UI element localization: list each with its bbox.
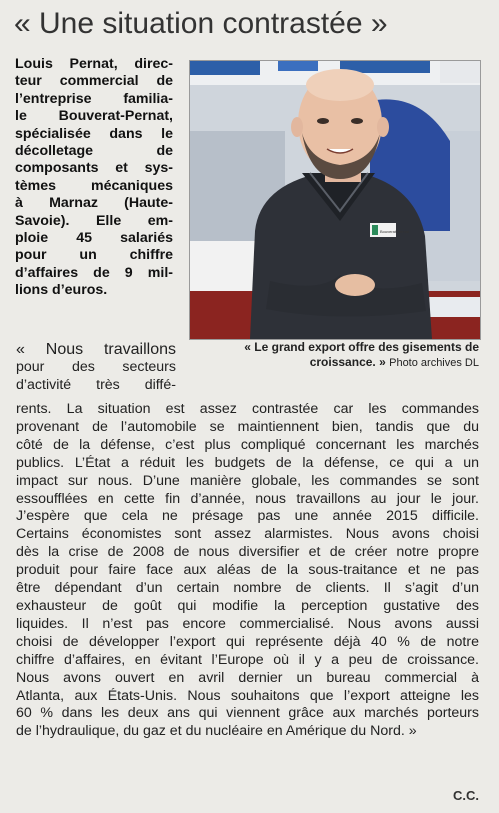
- text-line: dès la crise de 2008 de nous diversifier et de créer notre propre: [16, 544, 479, 561]
- text-line: décolletage de: [15, 143, 173, 160]
- portrait-photo: [189, 60, 481, 340]
- text-line: Certains économistes sont assez alarmistes. Nous avons choisi: [16, 526, 479, 543]
- text-line: teur commercial de: [15, 73, 173, 90]
- text-line: tèmes mécaniques: [15, 177, 173, 194]
- text-line: produit pour faire face aux aléas de la sous-traitance et ne pas: [16, 562, 479, 579]
- caption-text: « Le grand export offre des gisements de croissance. »: [244, 340, 479, 369]
- text-line: à Marnaz (Haute-: [15, 195, 173, 212]
- portrait-illustration: [190, 61, 480, 339]
- text-line: J’espère que cela ne présage pas une année 2015 difficile.: [16, 508, 479, 525]
- text-line: l’entreprise familia-: [15, 90, 173, 107]
- text-line: pour un chiffre: [15, 247, 173, 264]
- text-line: le Bouverat-Pernat,: [15, 108, 173, 125]
- text-line: chiffre d’affaires, en évitant l’Europe où il y a peu de croissance.: [16, 651, 479, 668]
- text-line: Savoie). Elle em-: [15, 212, 173, 229]
- logo-text: Bouverat-Pernat: [380, 229, 410, 234]
- text-line: composants et sys-: [15, 160, 173, 177]
- text-line: impact sur nous. D’une manière globale, les commandes se sont: [16, 472, 479, 489]
- author-signature: C.C.: [453, 788, 479, 803]
- text-line: d’activité très diffé-: [16, 376, 176, 393]
- article-body-intro: [16, 341, 176, 395]
- text-line: Atlanta, aux États-Unis. Nous souhaitons que l’export atteigne les: [16, 687, 479, 704]
- caption-credit: Photo archives DL: [389, 357, 479, 369]
- text-line: Louis Pernat, direc-: [15, 56, 173, 72]
- article-body: [16, 401, 479, 741]
- text-line: Nous avons ouvert en avril dernier un bureau commercial à: [16, 669, 479, 686]
- text-line: être dépendant d’un certain nombre de clients. Il s’agit d’un: [16, 580, 479, 597]
- text-line: ploie 45 salariés: [15, 230, 173, 247]
- text-line: « Nous travaillons: [16, 341, 176, 358]
- text-line: pour des secteurs: [16, 358, 176, 375]
- text-line: publics. L’État a réduit les budgets de la défense, ce qui a un: [16, 454, 479, 471]
- text-line: spécialisée dans le: [15, 125, 173, 142]
- article-lead: [15, 56, 173, 300]
- text-line: essoufflées en cette fin d’année, nous travaillons au jour le jour.: [16, 490, 479, 507]
- article-headline: « Une situation contrastée »: [14, 7, 388, 40]
- text-line: d’affaires de 9 mil-: [15, 264, 173, 281]
- text-line: exhausteur de goût qui modifie la perception gustative des: [16, 597, 479, 614]
- text-line: choisi de développer l’export qui représente déjà 40 % de notre: [16, 633, 479, 650]
- text-line: provenant de l’automobile se maintiennent bien, tandis que du: [16, 418, 479, 435]
- photo-caption: [189, 340, 479, 371]
- text-line: liquides. Il n’est pas encore commercialisé. Nous avons aussi: [16, 615, 479, 632]
- text-line: rents. La situation est assez contrastée car les commandes: [16, 401, 479, 417]
- text-line: 60 % dans les deux ans qui viennent grâce aux marchés porteurs: [16, 705, 479, 722]
- text-line: de l’hydraulique, du gaz et du nucléaire en Amérique du Nord. »: [16, 723, 417, 740]
- text-line: côté de la défense, c’est plus compliqué concernant les marchés: [16, 436, 479, 453]
- text-line: lions d’euros.: [15, 282, 108, 299]
